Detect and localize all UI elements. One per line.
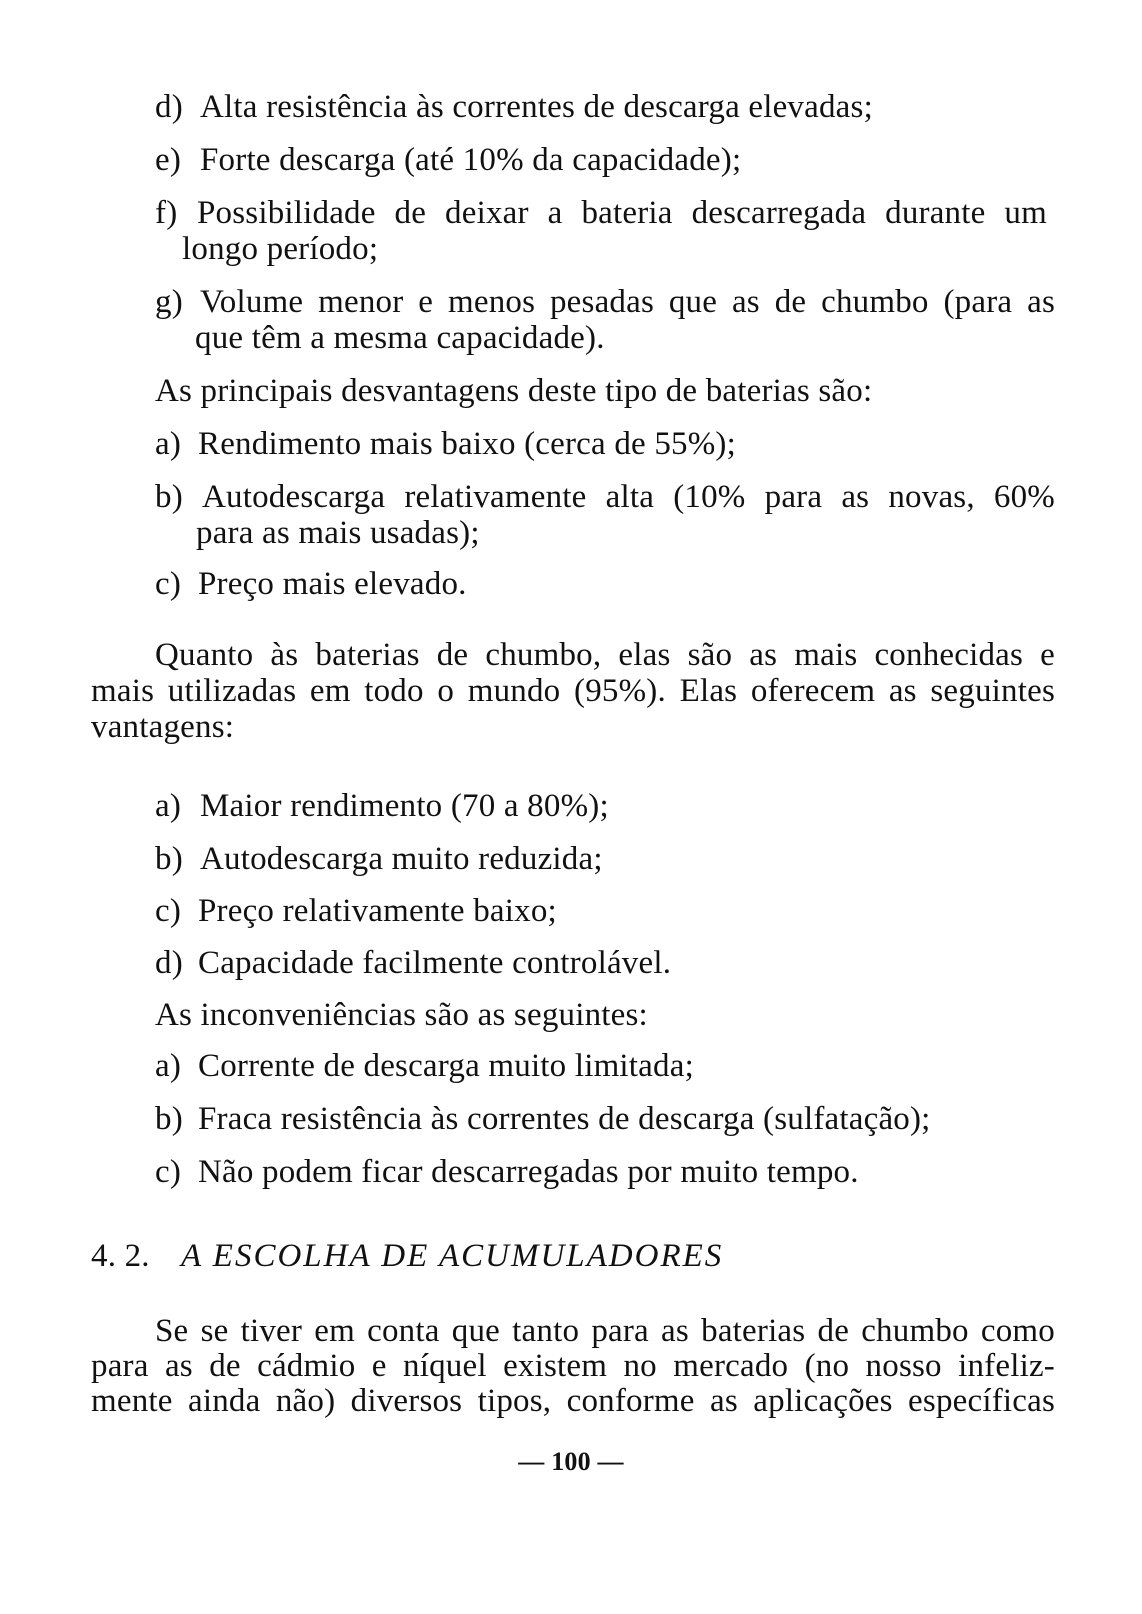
list-item-text: Preço mais elevado. [198, 566, 467, 602]
list-item-label: b) [155, 1101, 183, 1137]
list-item-text: Autodescarga muito reduzida; [200, 841, 603, 877]
list-item-text: Rendimento mais baixo (cerca de 55%); [198, 426, 736, 462]
disadvantages-intro: As principais desvantagens deste tipo de baterias são: [155, 373, 873, 409]
list-item-label: g) [155, 284, 183, 320]
list-item-label: a) [155, 1048, 182, 1084]
list-item-text: Fraca resistência às correntes de descarga (sulfatação); [198, 1101, 931, 1137]
list-item-text-continuation: que têm a mesma capacidade). [195, 320, 605, 356]
list-item-label: b) [155, 841, 183, 877]
inconveniences-intro: As inconveniências são as seguintes: [155, 997, 648, 1033]
list-item-label: a) [155, 788, 182, 824]
list-item-text: Maior rendimento (70 a 80%); [200, 788, 609, 824]
list-item-text-continuation: para as mais usadas); [196, 515, 480, 551]
paragraph-line: mais utilizadas em todo o mundo (95%). Elas oferecem as seguintes [91, 673, 1055, 709]
page-number: — 100 — [518, 1447, 624, 1476]
list-item-label: c) [155, 566, 182, 602]
paragraph-line: Quanto às baterias de chumbo, elas são as mais conhecidas e [155, 637, 1055, 673]
list-item-text: Não podem ficar descarregadas por muito tempo. [198, 1154, 859, 1190]
paragraph-line: mente ainda não) diversos tipos, conforme as aplicações específicas [91, 1383, 1055, 1419]
list-item-text: Alta resistência às correntes de descarga elevadas; [200, 89, 873, 125]
section-number: 4. 2. [91, 1238, 150, 1274]
list-item-text-continuation: longo período; [182, 231, 379, 267]
list-item-text: Capacidade facilmente controlável. [198, 945, 672, 981]
list-item-text: Preço relativamente baixo; [198, 893, 557, 929]
list-item-text: Forte descarga (até 10% da capacidade); [200, 142, 742, 178]
list-item-label: e) [155, 142, 182, 178]
list-item-label: a) [155, 426, 182, 462]
list-item-label: d) [155, 89, 183, 125]
list-item-text: Volume menor e menos pesadas que as de chumbo (para as [200, 284, 1055, 320]
list-item-label: c) [155, 1154, 182, 1190]
section-title: A ESCOLHA DE ACUMULADORES [181, 1238, 724, 1274]
list-item-text: Corrente de descarga muito limitada; [198, 1048, 694, 1084]
list-item-label: d) [155, 945, 183, 981]
list-item-text: Autodescarga relativamente alta (10% para as novas, 60% [202, 479, 1055, 515]
list-item-label: f) [155, 195, 178, 231]
list-item-label: c) [155, 893, 182, 929]
list-item-label: b) [155, 479, 183, 515]
paragraph-line: para as de cádmio e níquel existem no mercado (no nosso infeliz- [91, 1348, 1055, 1384]
paragraph-line: Se se tiver em conta que tanto para as baterias de chumbo como [155, 1313, 1055, 1349]
paragraph-line: vantagens: [91, 709, 235, 745]
list-item-text: Possibilidade de deixar a bateria descarregada durante um [197, 195, 1047, 231]
